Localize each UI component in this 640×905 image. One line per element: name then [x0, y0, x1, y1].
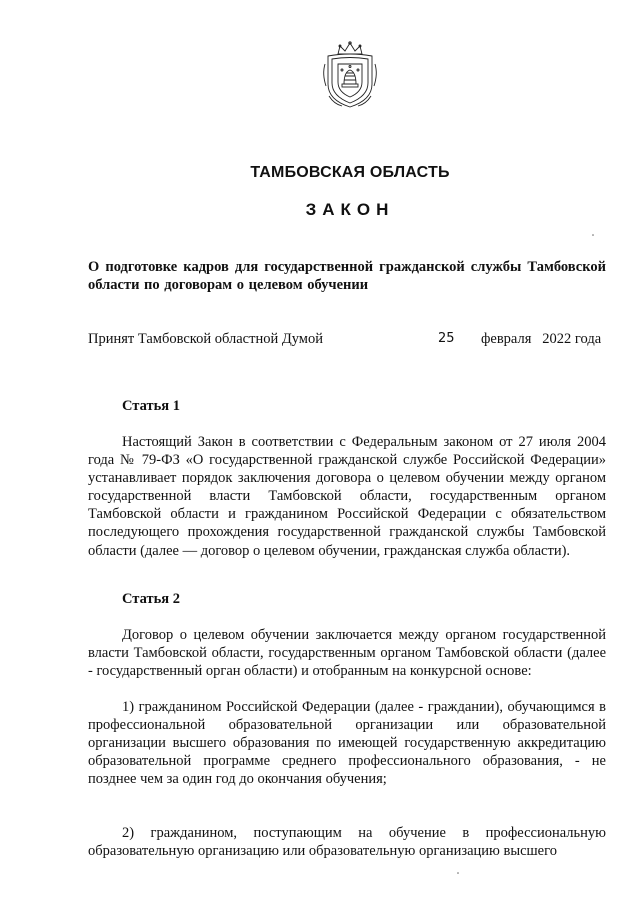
adoption-month-year: февраля 2022 года: [481, 331, 602, 347]
article-2-heading: Статья 2: [122, 591, 180, 607]
article-1-text: Настоящий Закон в соответствии с Федеральным законом от 27 июля 2004 года № 79-ФЗ «О государственной гражданской службе Российской Федерации» устанавливает порядок заключения договора о целевом обучении между органом государственной власти Тамбовской области, государственным органом Тамбовской области и гражданином Российской Федерации с обязательством последующего прохождения государственной гражданской службы Тамбовской области (далее — договор о целевом обучении, гражданская служба области).: [88, 434, 606, 559]
law-title: О подготовке кадров для государственной гражданской службы Тамбовской области по договорам о целевом обучении: [88, 259, 606, 293]
tambov-coat-of-arms-icon: [320, 40, 380, 110]
region-heading: ТАМБОВСКАЯ ОБЛАСТЬ: [250, 164, 450, 181]
adopted-by: Принят Тамбовской областной Думой: [88, 331, 323, 347]
scan-speck: [590, 232, 596, 238]
article-1-heading: Статья 1: [122, 398, 180, 414]
law-heading: ЗАКОН: [305, 200, 395, 219]
adoption-day: 25: [438, 331, 455, 346]
article-2-item-1: 1) гражданином Российской Федерации (далее - граждании), обучающимся в профессиональной образовательной организации или образовательной организации высшего образования по имеющей государственную аккредитацию образовательной программе среднего профессионального образования, - не позднее чем за один год до окончания обучения;: [88, 699, 606, 788]
article-2-item-2: 2) гражданином, поступающим на обучение в профессиональную образовательную организацию или образовательную организацию высшего: [88, 825, 606, 860]
scan-speck: [455, 870, 461, 876]
article-2-intro: Договор о целевом обучении заключается между органом государственной власти Тамбовской области, государственным органом Тамбовской области (далее - государственный орган области) и отобранным на конкурсной основе:: [88, 627, 606, 680]
adoption-line: [88, 331, 606, 348]
